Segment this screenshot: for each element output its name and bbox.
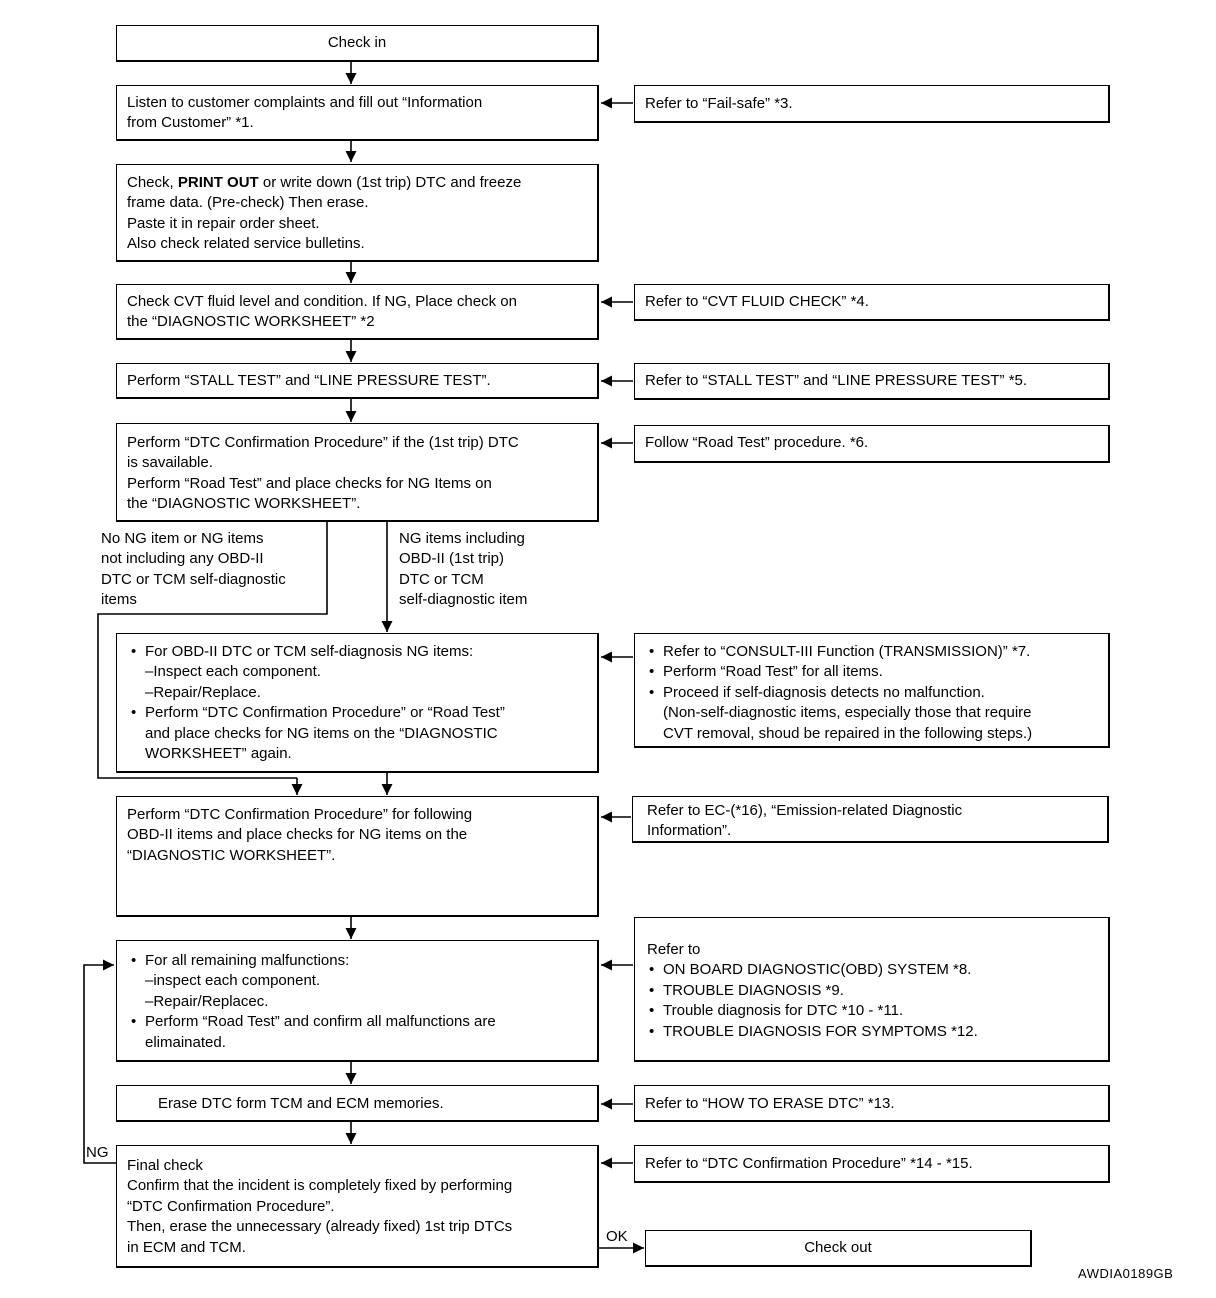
ref-consult-item-1 [663, 642, 1098, 662]
line-ng-loop [84, 965, 116, 1163]
ref-ec-line-2: Information”. [647, 822, 732, 840]
ref-diagnosis-list [647, 960, 1098, 1042]
obd-ng-bullet-2 [145, 703, 587, 764]
listen-complaints-box [116, 85, 599, 141]
ref-diagnosis-item-3-text: • Trouble diagnosis for DTC *10 - *11. [663, 1002, 904, 1020]
ref-stall-text: Refer to “STALL TEST” and “LINE PRESSURE TEST” *5. [645, 372, 1028, 389]
ref-road-test-box [634, 425, 1110, 463]
dtc-following-box [116, 796, 599, 917]
obd-ng-sub-2: –Repair/Replace. [145, 683, 261, 701]
final-line-5: in ECM and TCM. [127, 1238, 246, 1256]
ref-diagnosis-box [634, 917, 1110, 1062]
cvt-fluid-line-2: the “DIAGNOSTIC WORKSHEET” *2 [127, 313, 375, 331]
final-line-4: Then, erase the unnecessary (already fixed) 1st trip DTCs [127, 1218, 513, 1236]
obd-ng-bullet-1 [145, 642, 587, 703]
check-out-box [645, 1230, 1032, 1267]
ref-ec-line-1: Refer to EC-(*16), “Emission-related Diagnostic [647, 802, 963, 819]
no-ng-line-4: items [101, 591, 137, 609]
remaining-list [129, 951, 587, 1053]
ref-cvt-check-text: Refer to “CVT FLUID CHECK” *4. [645, 293, 869, 310]
ref-diagnosis-item-3 [663, 1001, 1098, 1021]
obd-ng-b2-line-1: • Perform “DTC Confirmation Procedure” or “Road Test” [145, 704, 505, 722]
dtc-following-line-2: OBD-II items and place checks for NG items on the [127, 826, 468, 844]
dtc-confirm-line-4: the “DIAGNOSTIC WORKSHEET”. [127, 495, 361, 513]
ref-diagnosis-heading: Refer to [647, 941, 701, 958]
dtc-following-line-3: “DIAGNOSTIC WORKSHEET”. [127, 846, 336, 864]
remaining-b1-text: • For all remaining malfunctions: [145, 952, 350, 969]
ref-stall-box [634, 363, 1110, 400]
check-in-text: Check in [327, 33, 387, 51]
check-print-line-2: frame data. (Pre-check) Then erase. [127, 194, 369, 212]
ref-diagnosis-item-4 [663, 1022, 1098, 1042]
final-line-2: Confirm that the incident is completely fixed by performing [127, 1177, 513, 1195]
check-in-box [116, 25, 599, 62]
obd-ng-items-box [116, 633, 599, 773]
ng-items-line-4: self-diagnostic item [399, 591, 528, 609]
ref-consult-item-2 [663, 662, 1098, 682]
check-print-pre: Check, [127, 174, 178, 191]
ng-items-branch-label [399, 529, 527, 611]
ng-items-line-2: OBD-II (1st trip) [399, 550, 505, 568]
remaining-malfunctions-box [116, 940, 599, 1062]
listen-line-2: from Customer” *1. [127, 114, 254, 132]
erase-dtc-box [116, 1085, 599, 1122]
remaining-bullet-1 [145, 951, 587, 1012]
ref-fail-safe-text: Refer to “Fail-safe” *3. [645, 95, 793, 112]
remaining-bullet-2 [145, 1012, 587, 1053]
ng-loop-label: NG [86, 1144, 109, 1161]
dtc-confirm-line-3: Perform “Road Test” and place checks for NG Items on [127, 474, 492, 492]
obd-ng-b2-line-3: WORKSHEET” again. [145, 745, 292, 763]
check-out-text: Check out [804, 1238, 872, 1256]
ref-consult-item-3-text: • Proceed if self-diagnosis detects no malfunction. [663, 683, 985, 701]
ref-consult-note-1: (Non-self-diagnostic items, especially those that require [663, 704, 1032, 722]
ref-diagnosis-item-2 [663, 981, 1098, 1001]
dtc-confirm-line-1: Perform “DTC Confirmation Procedure” if the (1st trip) DTC [127, 434, 519, 451]
erase-dtc-text: Erase DTC form TCM and ECM memories. [158, 1095, 444, 1112]
obd-ng-b1-text: • For OBD-II DTC or TCM self-diagnosis NG items: [145, 643, 474, 660]
check-print-line-1 [127, 173, 587, 193]
ng-items-line-1: NG items including [399, 530, 525, 547]
check-print-post: or write down (1st trip) DTC and freeze [258, 174, 522, 191]
ref-ec-box [632, 796, 1109, 843]
ref-road-test-text: Follow “Road Test” procedure. *6. [645, 434, 869, 451]
ref-diagnosis-item-1-text: • ON BOARD DIAGNOSTIC(OBD) SYSTEM *8. [663, 961, 972, 979]
ref-cvt-check-box [634, 284, 1110, 321]
ref-consult-item-1-text: • Refer to “CONSULT-III Function (TRANSMISSION)” *7. [663, 643, 1031, 660]
obd-ng-list [129, 642, 587, 764]
dtc-confirm-line-2: is savailable. [127, 454, 213, 472]
ref-diagnosis-item-4-text: • TROUBLE DIAGNOSIS FOR SYMPTOMS *12. [663, 1022, 978, 1040]
check-print-line-3: Paste it in repair order sheet. [127, 214, 320, 232]
no-ng-line-3: DTC or TCM self-diagnostic [101, 570, 286, 588]
ref-dtc-text: Refer to “DTC Confirmation Procedure” *14 - *15. [645, 1155, 973, 1172]
remaining-b2-line-2: elimainated. [145, 1033, 226, 1051]
final-line-1: Final check [127, 1157, 203, 1174]
ref-erase-box [634, 1085, 1110, 1122]
remaining-sub-1: –inspect each component. [145, 972, 321, 990]
cvt-fluid-box [116, 284, 599, 340]
check-print-box [116, 164, 599, 262]
figure-id: AWDIA0189GB [1078, 1266, 1174, 1281]
cvt-fluid-line-1: Check CVT fluid level and condition. If NG, Place check on [127, 293, 517, 310]
stall-test-box [116, 363, 599, 399]
ref-dtc-box [634, 1145, 1110, 1183]
ng-items-line-3: DTC or TCM [399, 570, 484, 588]
ref-consult-item-3 [663, 683, 1098, 744]
ref-fail-safe-box [634, 85, 1110, 123]
no-ng-branch-label [101, 529, 286, 611]
ref-consult-list [647, 642, 1098, 744]
ref-consult-box [634, 633, 1110, 748]
dtc-following-line-1: Perform “DTC Confirmation Procedure” for following [127, 806, 473, 823]
ref-erase-text: Refer to “HOW TO ERASE DTC” *13. [645, 1095, 895, 1112]
final-check-box [116, 1145, 599, 1268]
dtc-confirmation-box [116, 423, 599, 522]
check-print-line-4: Also check related service bulletins. [127, 235, 365, 253]
obd-ng-b2-line-2: and place checks for NG items on the “DIAGNOSTIC [145, 724, 498, 742]
remaining-sub-2: –Repair/Replacec. [145, 992, 269, 1010]
no-ng-line-1: No NG item or NG items [101, 530, 264, 547]
ref-diagnosis-item-1 [663, 960, 1098, 980]
stall-test-text: Perform “STALL TEST” and “LINE PRESSURE TEST”. [127, 372, 491, 389]
ref-diagnosis-item-2-text: • TROUBLE DIAGNOSIS *9. [663, 981, 844, 999]
ok-label: OK [606, 1228, 628, 1245]
ref-consult-item-2-text: • Perform “Road Test” for all items. [663, 663, 883, 681]
obd-ng-sub-1: –Inspect each component. [145, 663, 321, 681]
final-line-3: “DTC Confirmation Procedure”. [127, 1197, 335, 1215]
print-out-emphasis: PRINT OUT [177, 174, 259, 191]
listen-line-1: Listen to customer complaints and fill out “Information [127, 94, 483, 111]
no-ng-line-2: not including any OBD-II [101, 550, 264, 568]
ref-consult-note-2: CVT removal, shoud be repaired in the following steps.) [663, 724, 1033, 742]
remaining-b2-line-1: • Perform “Road Test” and confirm all malfunctions are [145, 1013, 496, 1031]
